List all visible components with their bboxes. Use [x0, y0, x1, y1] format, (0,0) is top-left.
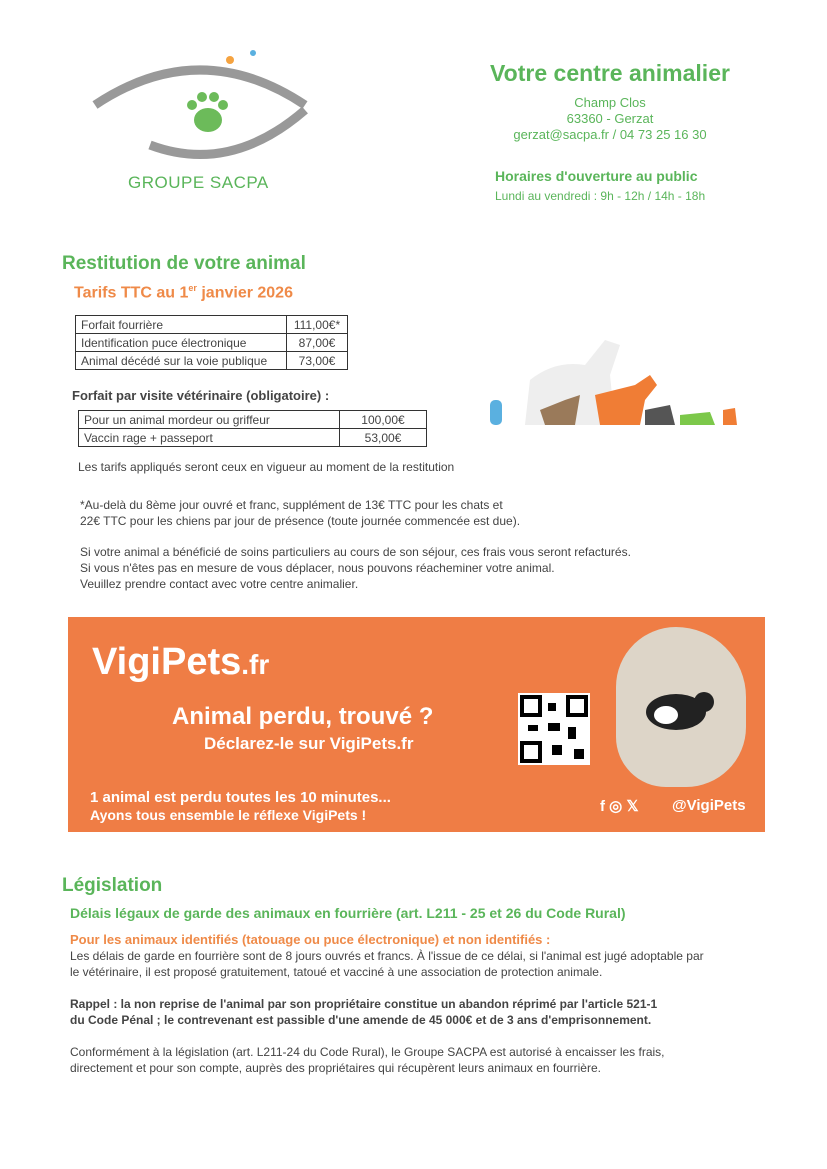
logo-text: GROUPE SACPA [128, 173, 269, 192]
cell-value: 111,00€* [287, 316, 348, 334]
centre-address-1: Champ Clos [574, 95, 646, 110]
tarifs-title [74, 283, 293, 302]
cell-value: 53,00€ [340, 429, 427, 447]
cell-value: 100,00€ [340, 411, 427, 429]
legislation-p2-line2: du Code Pénal ; le contrevenant est passible d'une amende de 45 000€ et de 3 ans d'emprisonnement. [70, 1013, 652, 1027]
banner-headline: Animal perdu, trouvé ? [172, 703, 434, 730]
cell-label: Animal décédé sur la voie publique [76, 352, 287, 370]
note-soins-1: Si votre animal a bénéficié de soins particuliers au cours de son séjour, ces frais vous seront refacturés. [80, 545, 631, 559]
centre-contact[interactable]: gerzat@sacpa.fr / 04 73 25 16 30 [513, 127, 707, 142]
centre-address-2: 63360 - Gerzat [566, 111, 654, 126]
vigipets-banner[interactable] [68, 617, 765, 832]
sacpa-logo [90, 45, 320, 195]
table-row [76, 352, 348, 370]
legislation-title: Législation [62, 875, 163, 896]
cell-label: Forfait fourrière [76, 316, 287, 334]
banner-tagline: Ayons tous ensemble le réflexe VigiPets ! [90, 807, 367, 823]
eye-paw-icon [90, 45, 320, 175]
note-tarifs: Les tarifs appliqués seront ceux en vigueur au moment de la restitution [78, 460, 455, 474]
tarifs-suffix: janvier 2026 [196, 284, 293, 302]
vigipets-handle[interactable]: @VigiPets [672, 797, 746, 814]
facebook-icon[interactable]: f [600, 798, 605, 815]
social-icons[interactable] [600, 797, 639, 815]
restitution-title: Restitution de votre animal [62, 253, 306, 274]
legislation-orange-heading: Pour les animaux identifiés (tatouage ou puce électronique) et non identifiés : [70, 932, 551, 947]
animals-illustration [485, 320, 745, 435]
cell-label: Pour un animal mordeur ou griffeur [79, 411, 340, 429]
tarifs-sup: er [188, 283, 197, 293]
qr-code-icon[interactable] [518, 693, 590, 765]
tarifs-prefix: Tarifs TTC au 1 [74, 284, 189, 302]
brand-tld: .fr [241, 649, 270, 680]
legislation-p1-line2: le vétérinaire, il est proposé gratuitement, tatoué et vacciné à une association de protection animale. [70, 965, 603, 979]
cell-value: 87,00€ [287, 334, 348, 352]
legislation-p2-line1: Rappel : la non reprise de l'animal par son propriétaire constitue un abandon réprimé par l'article 521-1 [70, 997, 658, 1011]
table-row [76, 334, 348, 352]
vigipets-logo [92, 641, 269, 684]
note-supplement-1: *Au-delà du 8ème jour ouvré et franc, supplément de 13€ TTC pour les chats et [80, 498, 503, 512]
hours-title: Horaires d'ouverture au public [495, 168, 698, 184]
centre-title: Votre centre animalier [490, 60, 730, 86]
cell-value: 73,00€ [287, 352, 348, 370]
vet-title: Forfait par visite vétérinaire (obligatoire) : [72, 388, 330, 403]
banner-stat: 1 animal est perdu toutes les 10 minutes... [90, 789, 391, 806]
cell-label: Vaccin rage + passeport [79, 429, 340, 447]
legislation-p3-line1: Conformément à la législation (art. L211-24 du Code Rural), le Groupe SACPA est autorisé à encaisser les frais, [70, 1045, 665, 1059]
banner-subline: Déclarez-le sur VigiPets.fr [204, 734, 414, 753]
brand-name: VigiPets [92, 641, 242, 683]
cell-label: Identification puce électronique [76, 334, 287, 352]
table-row [79, 429, 427, 447]
legislation-p3-line2: directement et pour son compte, auprès des propriétaires qui récupèrent leurs animaux en fourrière. [70, 1061, 601, 1075]
tarifs-table [75, 315, 348, 370]
dog-photo [616, 627, 746, 787]
note-supplement-2: 22€ TTC pour les chiens par jour de présence (toute journée commencée est due). [80, 514, 521, 528]
note-soins-2: Si vous n'êtes pas en mesure de vous déplacer, nous pouvons réacheminer votre animal. [80, 561, 555, 575]
legislation-subtitle: Délais légaux de garde des animaux en fourrière (art. L211 - 25 et 26 du Code Rural) [70, 905, 626, 921]
table-row [76, 316, 348, 334]
x-icon[interactable]: 𝕏 [626, 798, 639, 815]
table-row [79, 411, 427, 429]
note-soins-3: Veuillez prendre contact avec votre centre animalier. [80, 577, 359, 591]
hours-text: Lundi au vendredi : 9h - 12h / 14h - 18h [495, 189, 706, 203]
instagram-icon[interactable]: ◎ [609, 798, 623, 815]
legislation-p1-line1: Les délais de garde en fourrière sont de 8 jours ouvrés et francs. À l'issue de ce délai, si l'animal est jugé adoptable par [70, 949, 704, 963]
vet-table [78, 410, 427, 447]
